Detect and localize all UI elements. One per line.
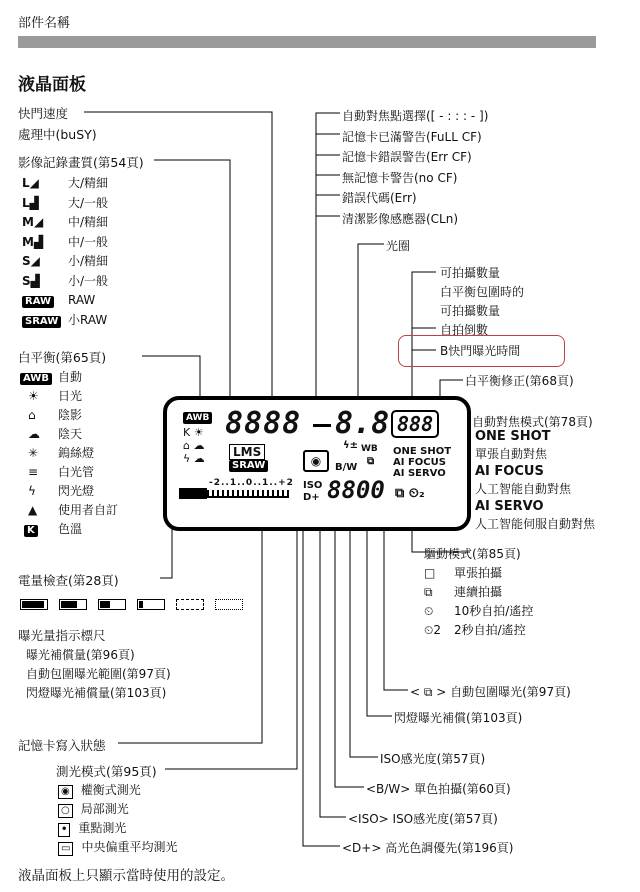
- wb-label: 閃光燈: [58, 484, 95, 498]
- quality-label: 中/一般: [68, 234, 109, 249]
- wb-label: 自動: [58, 370, 83, 384]
- battery-high-icon: [59, 599, 87, 610]
- metering-label: 權衡式測光: [80, 783, 141, 797]
- quality-item: [22, 252, 108, 272]
- aeb-label: < ⧉ > 自動包圍曝光(第97頁): [410, 685, 571, 699]
- center-weighted-icon: ▭: [58, 842, 73, 856]
- shutter-speed-label: 快門速度: [18, 106, 69, 121]
- lcd-ai-focus: AI FOCUS: [393, 457, 446, 468]
- battery-levels: [20, 595, 249, 614]
- card-writing-label: 記憶卡寫入狀態: [18, 738, 106, 753]
- quality-icon: L▟: [22, 195, 39, 210]
- wb-item: [20, 463, 118, 482]
- drive-label: 2秒自拍/遙控: [454, 623, 526, 637]
- quality-label: RAW: [68, 293, 96, 307]
- iso-label: ISO感光度(第57頁): [380, 752, 486, 766]
- flash-comp-label: 閃燈曝光補償(第103頁): [394, 711, 523, 725]
- wb-item: [20, 406, 118, 425]
- drive-label: 連續拍攝: [454, 585, 503, 599]
- highlight-tone-label: <D+> 高光色調優先(第196頁): [342, 841, 514, 855]
- wb-label: 陰天: [58, 427, 83, 441]
- wb-item: [20, 387, 118, 406]
- lcd-exposure-scale: -2..1..0..1..+2: [209, 478, 294, 488]
- bulb-time-label: B快門曝光時間: [440, 344, 521, 358]
- af-mode-name: AI SERVO: [475, 499, 544, 514]
- wb-label: 鎢絲燈: [58, 446, 95, 460]
- metering-title: 測光模式(第95頁): [56, 764, 157, 779]
- af-mode-desc: 單張自動對焦: [475, 446, 548, 461]
- wb-bracket-shots-label: 可拍攝數量: [440, 304, 501, 318]
- wb-item: [20, 368, 118, 387]
- lcd-iso-digits: 8800: [327, 476, 385, 504]
- monochrome-label: <B/W> 單色拍攝(第60頁): [366, 782, 511, 796]
- battery-empty-icon: [176, 599, 204, 610]
- quality-item: [22, 311, 108, 331]
- battery-low-icon: [137, 599, 165, 610]
- metering-item: [58, 819, 177, 838]
- wb-label: 日光: [58, 389, 83, 403]
- quality-item: [22, 174, 108, 194]
- drive-item: [424, 564, 533, 583]
- self-timer-countdown-label: 自拍倒數: [440, 323, 489, 337]
- metering-label: 局部測光: [80, 802, 129, 816]
- wb-item: [20, 501, 118, 520]
- quality-label: 大/精細: [68, 176, 109, 190]
- lcd-metering-icon: ◉: [303, 450, 329, 472]
- af-mode-list: [475, 428, 595, 533]
- exposure-item: 閃燈曝光補償量(第103頁): [26, 686, 167, 700]
- daylight-icon: ☀: [28, 389, 39, 403]
- wb-label: 陰影: [58, 408, 83, 422]
- quality-label: 大/一般: [68, 195, 109, 210]
- lcd-bw: B/W: [335, 462, 358, 473]
- iso-setting-label: <ISO> ISO感光度(第57頁): [348, 812, 498, 826]
- color-temp-icon: K: [24, 525, 38, 537]
- timer-10s-icon: ⏲: [424, 604, 434, 618]
- page-title: 液晶面板: [18, 75, 86, 95]
- lcd-wb-label: WB: [361, 444, 378, 454]
- flash-icon: ϟ: [28, 484, 36, 498]
- quality-icon: M◢: [22, 215, 44, 229]
- lcd-aeb-icon: ⧉: [367, 456, 375, 467]
- wb-label: 使用者自訂: [58, 503, 119, 517]
- card-full-warning-label: 記憶卡已滿警告(FuLL CF): [342, 129, 482, 144]
- af-mode-name: ONE SHOT: [475, 429, 551, 444]
- lcd-aperture-digits: 8.8: [335, 406, 390, 441]
- spot-metering-icon: •: [58, 823, 70, 837]
- single-shot-icon: □: [424, 566, 436, 580]
- fluorescent-icon: ≡: [28, 465, 39, 479]
- wb-label: 白光管: [58, 465, 95, 479]
- timer-2s-icon: ⏲2: [424, 623, 441, 637]
- wb-list: [20, 368, 118, 539]
- raw-icon: RAW: [22, 296, 54, 308]
- exposure-item: 自動包圍曝光範圍(第97頁): [26, 667, 171, 681]
- metering-item: [58, 838, 177, 857]
- footer-note: 液晶面板上只顯示當時使用的設定。: [18, 868, 234, 884]
- sraw-icon: SRAW: [22, 316, 61, 328]
- quality-icon: M▟: [22, 234, 44, 249]
- awb-icon: AWB: [20, 373, 52, 385]
- wb-label: 色溫: [58, 522, 83, 536]
- error-code-label: 錯誤代碼(Err): [342, 191, 417, 206]
- metering-label: 中央偏重平均測光: [81, 840, 178, 854]
- wb-item: [20, 425, 118, 444]
- exposure-list: [26, 646, 171, 703]
- shots-list: [440, 264, 524, 340]
- battery-mid-icon: [98, 599, 126, 610]
- quality-label: 中/精細: [68, 215, 109, 229]
- wb-item: [20, 520, 118, 539]
- exposure-item: 曝光補償量(第96頁): [26, 648, 135, 662]
- lcd-af-modes: [393, 446, 451, 479]
- quality-icon: L◢: [22, 176, 39, 190]
- lcd-sraw: SRAW: [229, 460, 268, 472]
- lcd-ai-servo: AI SERVO: [393, 468, 446, 479]
- card-error-warning-label: 記憶卡錯誤警告(Err CF): [342, 150, 472, 165]
- wb-correction-label: 白平衡修正(第68頁): [465, 374, 574, 388]
- lcd-shutter-digits: 8888: [225, 406, 302, 441]
- af-mode-desc: 人工智能伺服自動對焦: [475, 516, 596, 531]
- shots-remaining-label: 可拍攝數量: [440, 266, 501, 280]
- metering-item: [58, 800, 177, 819]
- wb-title: 白平衡(第65頁): [18, 350, 107, 365]
- drive-item: [424, 621, 533, 640]
- quality-item: [22, 233, 108, 253]
- drive-label: 單張拍攝: [454, 566, 503, 580]
- lcd-flash-comp-icon: ϟ±: [343, 440, 358, 451]
- metering-item: [58, 781, 177, 800]
- wb-item: [20, 482, 118, 501]
- lcd-wb-icons: K ☀ ⌂ ☁ ϟ ☁: [183, 426, 205, 465]
- lcd-battery-icon: [179, 488, 207, 499]
- lcd-awb: AWB: [183, 412, 212, 424]
- cloudy-icon: ☁: [28, 427, 40, 441]
- section-header: 部件名稱: [18, 16, 71, 31]
- quality-item: [22, 272, 108, 292]
- battery-full-icon: [20, 599, 48, 610]
- right-top-list: [342, 106, 488, 230]
- quality-label: 小RAW: [68, 312, 108, 327]
- af-point-selection-label: 自動對焦點選擇([ - : : : - ]): [342, 109, 489, 123]
- no-card-warning-label: 無記憶卡警告(no CF): [342, 170, 458, 185]
- custom-wb-icon: ▲: [28, 503, 38, 517]
- drive-mode-title: 驅動模式(第85頁): [424, 547, 521, 561]
- af-mode-name: AI FOCUS: [475, 464, 544, 479]
- quality-item: [22, 291, 108, 311]
- busy-label: 處理中(buSY): [18, 127, 97, 142]
- quality-list: [22, 174, 108, 330]
- drive-label: 10秒自拍/遙控: [454, 604, 534, 618]
- lcd-panel: [163, 396, 471, 531]
- lcd-lms: LMS: [229, 444, 265, 460]
- battery-blink-icon: [215, 599, 243, 610]
- drive-mode-list: [424, 564, 533, 640]
- drive-item: [424, 583, 533, 602]
- exposure-title: 曝光量指示標尺: [18, 628, 106, 643]
- metering-list: [58, 781, 177, 857]
- lcd-drive-icons: ⧉ ⏲₂: [395, 486, 425, 501]
- wb-bracket-label: 白平衡包圍時的: [440, 285, 525, 299]
- quality-title: 影像記錄畫質(第54頁): [18, 155, 144, 170]
- quality-icon: S▟: [22, 273, 40, 288]
- wb-item: [20, 444, 118, 463]
- af-mode-desc: 人工智能自動對焦: [475, 481, 572, 496]
- lcd-dash: [313, 424, 331, 427]
- quality-item: [22, 194, 108, 214]
- lcd-shots-digits: 888: [391, 410, 439, 438]
- quality-icon: S◢: [22, 254, 40, 268]
- af-mode-title: 自動對焦模式(第78頁): [472, 415, 593, 429]
- battery-title: 電量檢查(第28頁): [18, 573, 119, 588]
- quality-item: [22, 213, 108, 233]
- lcd-scale-bar: [207, 490, 289, 498]
- lcd-iso: ISO: [303, 480, 323, 491]
- lcd-dplus: D+: [303, 492, 320, 503]
- quality-label: 小/精細: [68, 254, 109, 268]
- quality-label: 小/一般: [68, 273, 109, 288]
- metering-label: 重點測光: [78, 821, 127, 835]
- shade-icon: ⌂: [28, 408, 36, 422]
- aperture-label: 光圈: [386, 239, 411, 253]
- continuous-icon: ⧉: [424, 585, 433, 599]
- evaluative-metering-icon: ◉: [58, 785, 73, 799]
- lcd-one-shot: ONE SHOT: [393, 446, 452, 457]
- sensor-cleaning-label: 清潔影像感應器(CLn): [342, 211, 459, 226]
- tungsten-icon: ✳: [28, 446, 39, 460]
- drive-item: [424, 602, 533, 621]
- partial-metering-icon: ○: [58, 804, 73, 818]
